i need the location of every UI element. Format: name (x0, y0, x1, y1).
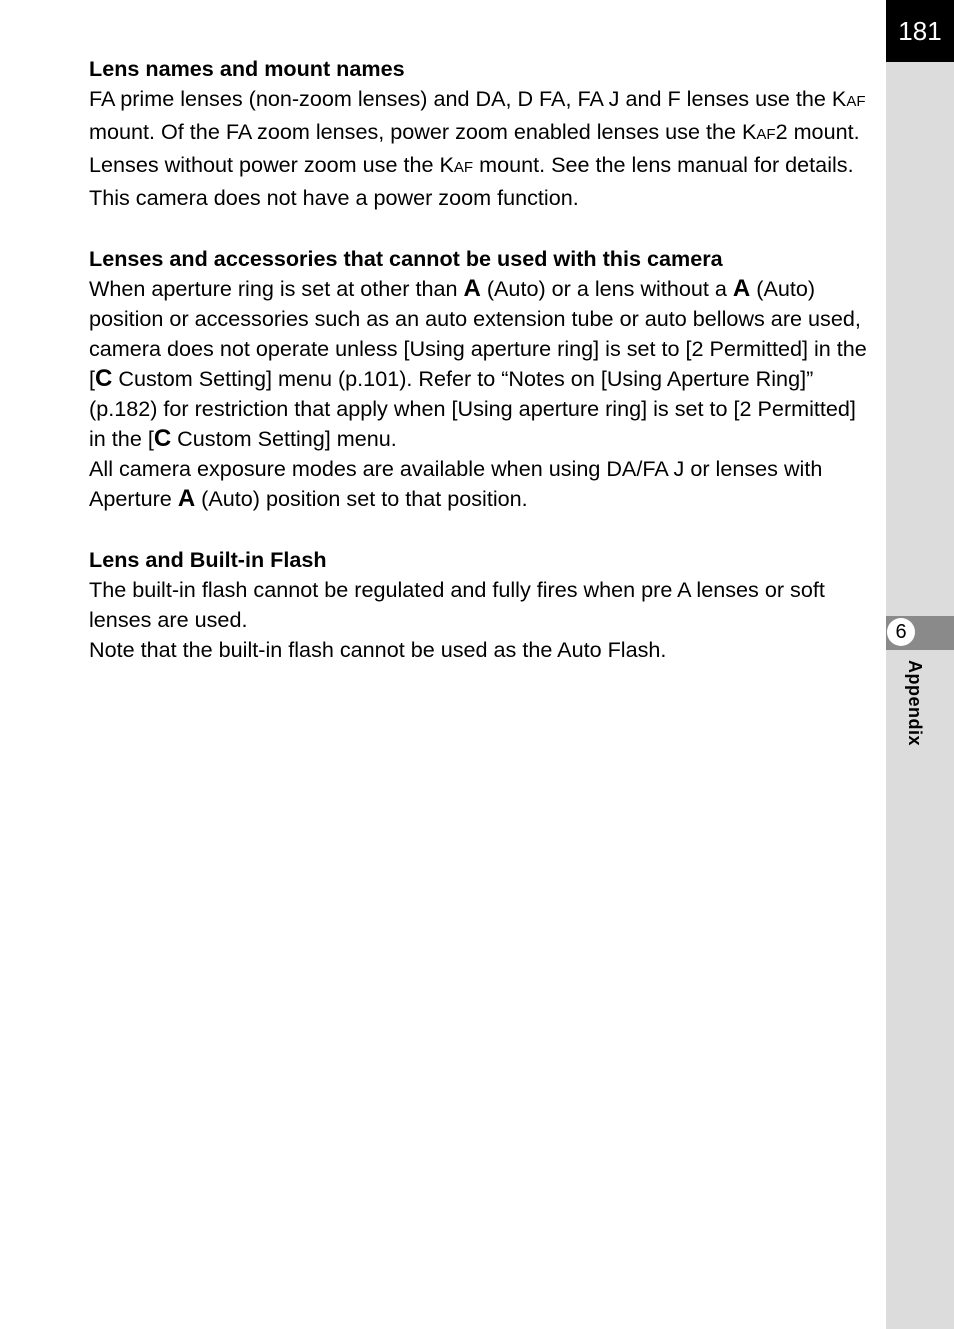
paragraph-incompatible (89, 274, 869, 455)
text-run: (Auto) or a lens without a (480, 275, 733, 301)
auto-aperture-icon: A (177, 485, 196, 513)
chapter-label: Appendix (905, 660, 925, 747)
custom-setting-icon: C (95, 364, 113, 392)
text-run: (Auto) position or accessories such as an auto extension tube or auto bellows are used, camera does not operate unless [Using aperture ring] is set to [2 Permitted] in the [ (89, 275, 867, 391)
auto-aperture-icon: A (732, 274, 751, 302)
paragraph-mount-names (89, 84, 869, 213)
text-run: FA prime lenses (non-zoom lenses) and DA, D FA, FA J and F lenses use the K (89, 86, 847, 112)
page-content (89, 54, 869, 665)
text-run: All camera exposure modes are available when using DA/FA J or lenses with Aperture (89, 456, 823, 512)
text-run: Custom Setting] menu. (171, 426, 397, 452)
page-number: 181 (886, 0, 954, 62)
chapter-number-badge: 6 (887, 618, 915, 646)
spacer (89, 514, 869, 544)
section-heading-mount-names: Lens names and mount names (89, 56, 405, 81)
text-run: When aperture ring is set at other than (89, 275, 464, 301)
paragraph-flash-regulation: The built-in flash cannot be regulated and fully fires when pre A lenses or soft lenses are used. (89, 576, 825, 632)
auto-aperture-icon: A (463, 274, 481, 302)
mount-subscript: AF (846, 93, 866, 111)
paragraph-flash-note: Note that the built-in flash cannot be used as the Auto Flash. (89, 636, 667, 662)
custom-setting-icon: C (153, 425, 172, 453)
text-run: mount. Of the FA zoom lenses, power zoom enabled lenses use the K (89, 119, 757, 145)
text-run: 2 mount. Lenses without power zoom use the K (89, 119, 860, 178)
section-heading-incompatible: Lenses and accessories that cannot be used with this camera (89, 245, 723, 271)
mount-subscript: AF (756, 126, 776, 144)
text-run: Custom Setting] menu (p.101). Refer to “Notes on [Using Aperture Ring]” (p.182) for restriction that apply when [Using aperture ring] is set to [2 Permitted] in the [ (89, 365, 856, 452)
section-heading-flash: Lens and Built-in Flash (89, 546, 327, 572)
spacer (89, 213, 869, 243)
text-run: mount. See the lens manual for details. This camera does not have a power zoom function. (89, 152, 854, 211)
text-run: (Auto) position set to that position. (195, 486, 528, 512)
mount-subscript: AF (453, 159, 474, 177)
paragraph-exposure-modes (89, 454, 869, 514)
